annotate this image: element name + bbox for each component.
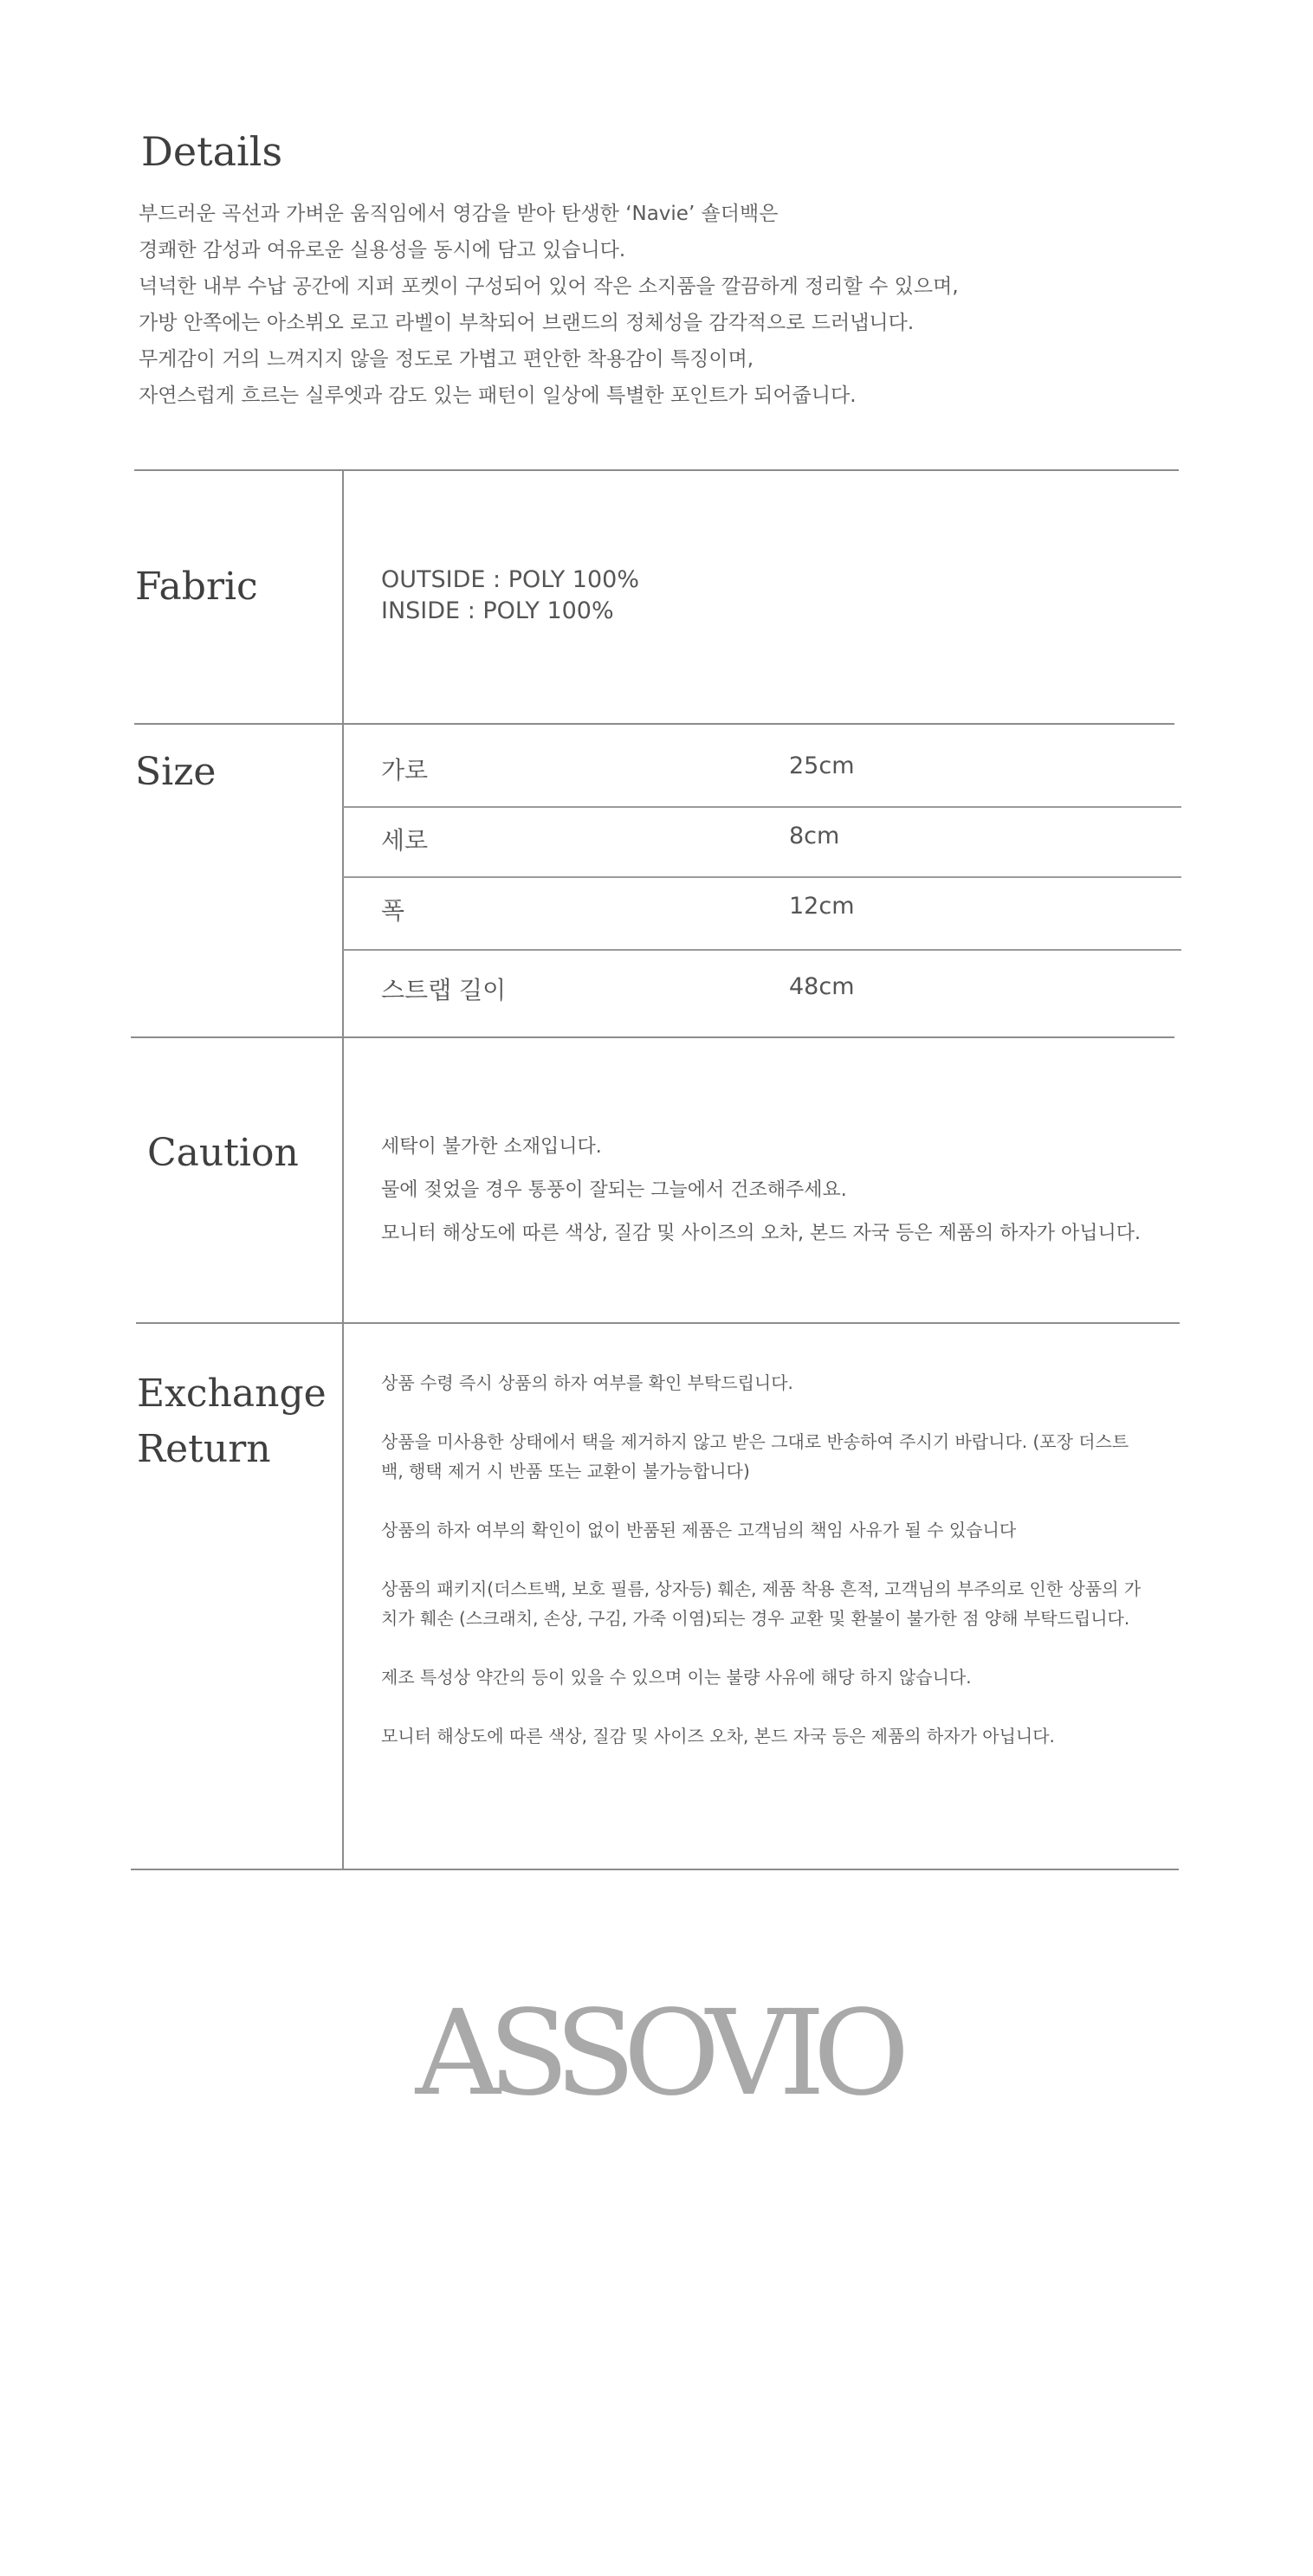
size-row-rule xyxy=(343,949,1181,951)
return-label-line: Return xyxy=(137,1427,271,1471)
details-line: 부드러운 곡선과 가벼운 움직임에서 영감을 받아 탄생한 ‘Navie’ 숄더백은 xyxy=(139,203,779,225)
fabric-content xyxy=(381,565,639,627)
table-column-divider xyxy=(342,470,344,1870)
details-line: 넉넉한 내부 수납 공간에 지퍼 포켓이 구성되어 있어 작은 소지품을 깔끔하게 정리할 수 있으며, xyxy=(139,275,959,298)
caution-line: 물에 젖었을 경우 통풍이 잘되는 그늘에서 건조해주세요. xyxy=(381,1179,847,1201)
caution-line: 모니터 해상도에 따른 색상, 질감 및 사이즈의 오차, 본드 자국 등은 제품의 하자가 아닙니다. xyxy=(381,1223,1141,1244)
size-strap-value: 48cm xyxy=(789,973,855,1000)
size-row-rule xyxy=(343,806,1181,808)
fabric-inside: INSIDE : POLY 100% xyxy=(381,597,614,624)
details-line: 자연스럽게 흐르는 실루엣과 감도 있는 패턴이 일상에 특별한 포인트가 되어줍니다. xyxy=(139,384,857,407)
size-depth-value: 12cm xyxy=(789,893,855,920)
details-description xyxy=(139,196,959,414)
exchange-paragraph: 상품을 미사용한 상태에서 택을 제거하지 않고 받은 그대로 반송하여 주시기 바랍니다. (포장 더스트백, 행택 제거 시 반품 또는 교환이 불가능합니다) xyxy=(381,1431,1129,1482)
table-bottom-rule xyxy=(131,1869,1179,1870)
table-top-rule xyxy=(134,469,1179,471)
size-width-value: 25cm xyxy=(789,752,855,779)
brand-logo: ASSOVIO xyxy=(415,1985,898,2122)
size-bottom-rule xyxy=(131,1036,1174,1038)
exchange-content xyxy=(381,1368,1143,1780)
fabric-bottom-rule xyxy=(134,723,1174,725)
caution-bottom-rule xyxy=(136,1322,1180,1324)
size-height-value: 8cm xyxy=(789,823,840,849)
caution-line: 세탁이 불가한 소재입니다. xyxy=(381,1136,602,1158)
size-width-label: 가로 xyxy=(381,756,429,784)
fabric-outside: OUTSIDE : POLY 100% xyxy=(381,566,639,593)
exchange-paragraph: 제조 특성상 약간의 등이 있을 수 있으며 이는 불량 사유에 해당 하지 않습니다. xyxy=(381,1667,972,1688)
details-line: 무게감이 거의 느껴지지 않을 정도로 가볍고 편안한 착용감이 특징이며, xyxy=(139,348,754,371)
exchange-label-line: Exchange xyxy=(137,1372,327,1416)
details-line: 가방 안쪽에는 아소뷔오 로고 라벨이 부착되어 브랜드의 정체성을 감각적으로 드러냅니다. xyxy=(139,312,915,334)
size-strap-label: 스트랩 길이 xyxy=(381,976,507,1004)
caution-label: Caution xyxy=(147,1131,299,1175)
size-row-rule xyxy=(343,876,1181,878)
caution-content xyxy=(381,1126,1141,1256)
fabric-label: Fabric xyxy=(135,565,258,609)
size-height-label: 세로 xyxy=(381,826,429,855)
size-depth-label: 폭 xyxy=(381,896,405,925)
exchange-paragraph: 상품의 패키지(더스트백, 보호 필름, 상자등) 훼손, 제품 착용 흔적, 고객님의 부주의로 인한 상품의 가치가 훼손 (스크래치, 손상, 구김, 가죽 이염)되는 경우 교환 및 환불이 불가한 점 양해 부탁드립니다. xyxy=(381,1579,1142,1629)
exchange-paragraph: 상품 수령 즉시 상품의 하자 여부를 확인 부탁드립니다. xyxy=(381,1372,793,1393)
exchange-paragraph: 모니터 해상도에 따른 색상, 질감 및 사이즈 오차, 본드 자국 등은 제품의 하자가 아닙니다. xyxy=(381,1726,1055,1746)
exchange-paragraph: 상품의 하자 여부의 확인이 없이 반품된 제품은 고객님의 책임 사유가 될 수 있습니다 xyxy=(381,1520,1017,1540)
details-line: 경쾌한 감성과 여유로운 실용성을 동시에 담고 있습니다. xyxy=(139,239,626,261)
exchange-label xyxy=(137,1366,327,1477)
details-title: Details xyxy=(141,128,283,175)
size-label: Size xyxy=(135,750,217,794)
